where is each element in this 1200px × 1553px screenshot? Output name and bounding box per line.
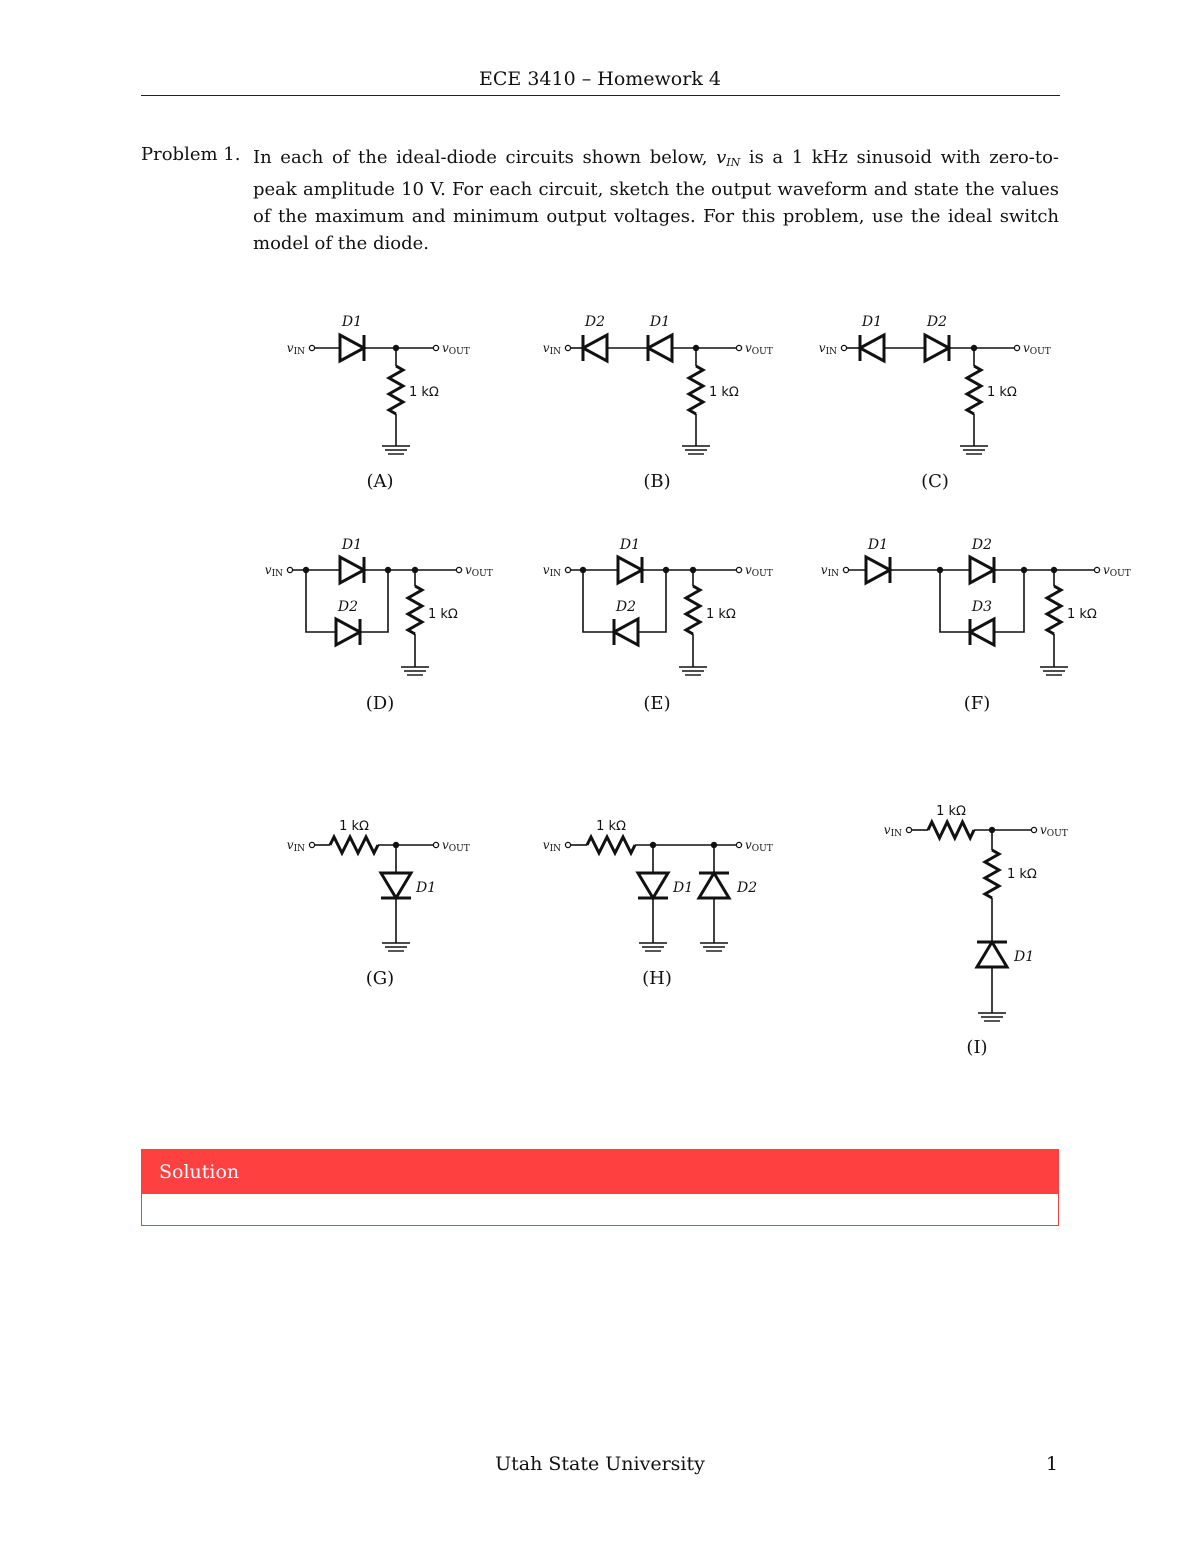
terminal	[1031, 827, 1036, 832]
circuit-label: (D)	[365, 693, 395, 714]
diode-symbol	[860, 335, 884, 361]
vin-label: vIN	[818, 341, 837, 357]
resistor-symbol	[686, 586, 700, 634]
diode-label-d1: D1	[649, 314, 671, 330]
diode-label-d1: D1	[341, 537, 363, 553]
diode-label-d1: D1	[619, 537, 641, 553]
diode-symbol	[583, 335, 607, 361]
vin-label: vIN	[286, 838, 305, 854]
diode-symbol	[977, 942, 1007, 967]
diode-label-d2: D2	[971, 537, 993, 553]
terminal	[565, 345, 570, 350]
vout-label: vOUT	[745, 838, 773, 854]
diode-symbol	[970, 557, 994, 583]
circuit-label: (H)	[642, 968, 672, 989]
diode-symbol	[381, 873, 411, 898]
problem-text-after: is a 1 kHz sinusoid with zero-to-peak amplitude 10 V. For each circuit, sketch the output waveform and state the values of the maximum and minimum output voltages. For this problem, use the ideal switch model of the diode.	[253, 147, 1060, 254]
resistor-label: 1 kΩ	[706, 607, 736, 622]
vin-label: vIN	[286, 341, 305, 357]
terminal	[287, 567, 292, 572]
wire	[583, 570, 614, 632]
diode-symbol	[866, 557, 890, 583]
circuit-label: (F)	[963, 693, 991, 714]
vout-label: vOUT	[745, 563, 773, 579]
diode-label-d1: D1	[673, 880, 694, 896]
terminal	[1014, 345, 1019, 350]
vin-label: vIN	[820, 563, 839, 579]
diode-label-d3: D3	[971, 599, 993, 615]
resistor-symbol	[928, 822, 974, 838]
solution-title: Solution	[142, 1150, 1058, 1194]
resistor-symbol	[967, 366, 981, 414]
diode-label-d1: D1	[861, 314, 883, 330]
diode-label-d1: D1	[416, 880, 437, 896]
vin-label: vIN	[542, 341, 561, 357]
diode-label-d2: D2	[926, 314, 948, 330]
diode-label-d2: D2	[737, 880, 758, 896]
circuit-a	[287, 314, 470, 492]
circuit-label: (C)	[921, 471, 949, 492]
problem-label: Problem 1.	[141, 144, 241, 165]
resistor-label: 1 kΩ	[409, 385, 439, 400]
wire	[306, 570, 336, 632]
resistor-label: 1 kΩ	[428, 607, 458, 622]
circuit-f	[821, 537, 1131, 714]
diode-symbol	[970, 619, 994, 645]
circuit-g	[287, 819, 470, 989]
resistor-symbol	[985, 850, 999, 898]
circuit-b	[543, 314, 773, 492]
circuit-label: (E)	[643, 693, 671, 714]
circuit-label: (A)	[366, 471, 394, 492]
diode-label-d2: D2	[337, 599, 359, 615]
diode-label-d1: D1	[867, 537, 889, 553]
circuit-c	[819, 314, 1051, 492]
diode-label-d2: D2	[615, 599, 637, 615]
circuit-label: (I)	[966, 1037, 988, 1058]
resistor-symbol	[587, 837, 635, 853]
diode-symbol	[648, 335, 672, 361]
terminal	[736, 567, 741, 572]
terminal	[433, 842, 438, 847]
diode-symbol	[336, 619, 360, 645]
diode-label-d1: D1	[341, 314, 363, 330]
resistor-label: 1 kΩ	[1067, 607, 1097, 622]
terminal	[309, 842, 314, 847]
problem-text-before: In each of the ideal-diode circuits shown below,	[253, 147, 717, 168]
terminal	[841, 345, 846, 350]
circuit-label: (B)	[643, 471, 671, 492]
footer-institution: Utah State University	[495, 1453, 705, 1475]
circuit-label: (G)	[365, 968, 395, 989]
wire	[940, 570, 970, 632]
page-number: 1	[1045, 1453, 1058, 1475]
vin-label: vIN	[542, 563, 561, 579]
terminal	[736, 345, 741, 350]
terminal	[843, 567, 848, 572]
diode-symbol	[614, 619, 638, 645]
resistor-symbol	[330, 837, 378, 853]
terminal	[565, 567, 570, 572]
vout-label: vOUT	[465, 563, 493, 579]
terminal	[309, 345, 314, 350]
resistor-symbol	[1047, 586, 1061, 634]
resistor-label-bottom: 1 kΩ	[1007, 867, 1037, 882]
resistor-label: 1 kΩ	[709, 385, 739, 400]
diode-symbol	[638, 873, 668, 898]
vout-label: vOUT	[1103, 563, 1131, 579]
diode-symbol	[618, 557, 642, 583]
diode-symbol	[699, 873, 729, 898]
terminal	[565, 842, 570, 847]
circuit-e	[543, 537, 773, 714]
terminal	[1094, 567, 1099, 572]
resistor-symbol	[389, 366, 403, 414]
resistor-label: 1 kΩ	[596, 819, 626, 834]
problem-var: $v_{IN}$	[716, 147, 741, 169]
vout-label: vOUT	[442, 838, 470, 854]
vin-label: vIN	[883, 823, 902, 839]
resistor-label-top: 1 kΩ	[936, 804, 966, 819]
diode-label-d1: D1	[1014, 949, 1035, 965]
resistor-label: 1 kΩ	[987, 385, 1017, 400]
circuit-d	[265, 537, 493, 714]
terminal	[906, 827, 911, 832]
resistor-symbol	[689, 366, 703, 414]
circuit-i	[884, 804, 1068, 1058]
vin-label: vIN	[264, 563, 283, 579]
header-title: ECE 3410 – Homework 4	[479, 68, 721, 90]
diode-symbol	[340, 557, 364, 583]
diode-symbol	[925, 335, 949, 361]
circuit-h	[543, 819, 773, 989]
vin-label: vIN	[542, 838, 561, 854]
diode-label-d2: D2	[584, 314, 606, 330]
terminal	[456, 567, 461, 572]
terminal	[433, 345, 438, 350]
vout-label: vOUT	[745, 341, 773, 357]
vout-label: vOUT	[1023, 341, 1051, 357]
resistor-label: 1 kΩ	[339, 819, 369, 834]
diode-symbol	[340, 335, 364, 361]
solution-box	[141, 1149, 1059, 1226]
vout-label: vOUT	[1040, 823, 1068, 839]
wire	[994, 570, 1024, 632]
vout-label: vOUT	[442, 341, 470, 357]
resistor-symbol	[408, 586, 422, 634]
terminal	[736, 842, 741, 847]
